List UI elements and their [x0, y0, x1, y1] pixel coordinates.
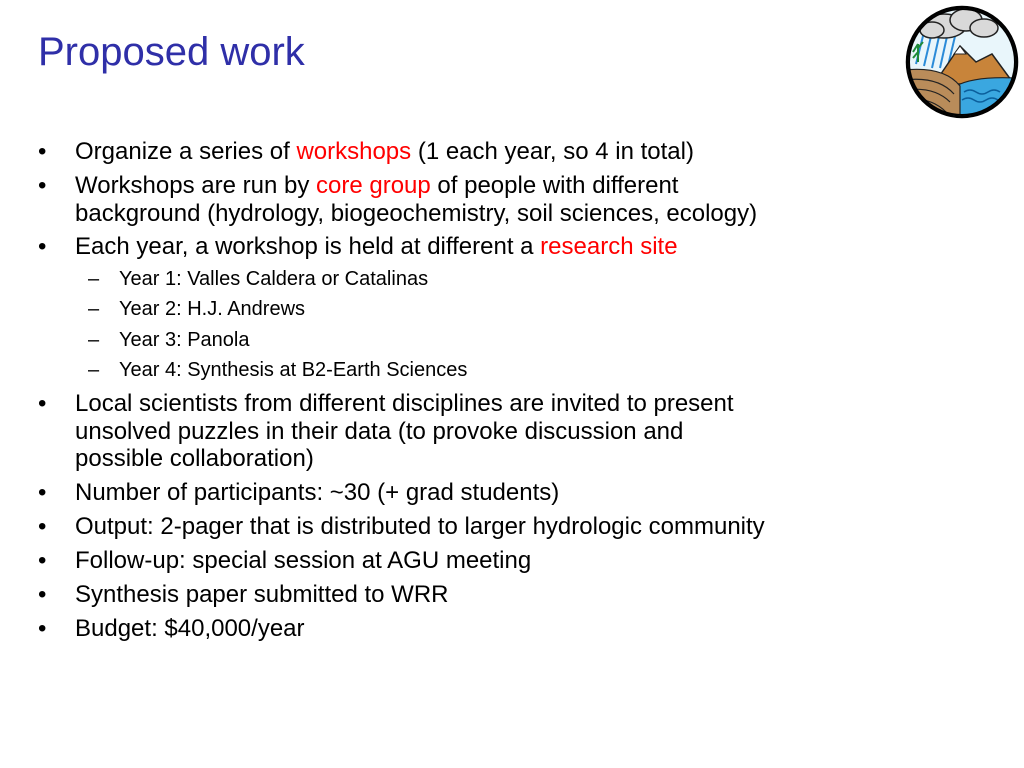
bullet-text: (1 each year, so 4 in total) — [411, 138, 694, 165]
sub-list-item — [88, 297, 988, 321]
bullet-text: Workshops are run by — [75, 172, 316, 199]
list-item — [38, 547, 998, 575]
bullet-marker: • — [38, 615, 47, 642]
list-item — [38, 138, 998, 166]
sub-item-text: Year 1: Valles Caldera or Catalinas — [119, 268, 429, 290]
sub-list-item — [88, 328, 988, 352]
list-item — [38, 479, 998, 507]
slide-title: Proposed work — [38, 30, 305, 74]
bullet-text: Synthesis paper submitted to WRR — [75, 581, 449, 608]
sub-item-text: Year 3: Panola — [119, 329, 250, 351]
bullet-text: possible collaboration) — [75, 445, 314, 472]
bullet-text: Each year, a workshop is held at different a — [75, 233, 541, 260]
list-item — [38, 581, 998, 609]
highlight-text: research site — [540, 233, 678, 260]
bullet-marker: • — [38, 233, 47, 260]
bullet-marker: • — [38, 513, 47, 540]
bullet-marker: • — [38, 390, 47, 417]
bullet-marker: • — [38, 547, 47, 574]
list-item — [38, 390, 998, 473]
bullet-marker: • — [38, 138, 47, 165]
list-item — [38, 172, 998, 227]
bullet-text: unsolved puzzles in their data (to provoke discussion and — [75, 417, 684, 445]
bullet-text: Budget: $40,000/year — [75, 615, 305, 642]
bullet-text: of people with different — [430, 172, 679, 199]
highlight-text: workshops — [296, 138, 412, 165]
dash-marker: – — [88, 298, 100, 320]
sub-list-item — [88, 267, 988, 291]
bullet-marker: • — [38, 581, 47, 608]
sub-item-text: Year 4: Synthesis at B2-Earth Sciences — [119, 359, 468, 381]
dash-marker: – — [88, 329, 100, 351]
bullet-marker: • — [38, 479, 47, 506]
highlight-text: core group — [316, 172, 431, 199]
bullet-text: Number of participants: ~30 (+ grad students) — [75, 479, 560, 506]
sub-item-text: Year 2: H.J. Andrews — [119, 298, 306, 320]
bullet-text: Local scientists from different disciplines are invited to present — [75, 390, 734, 417]
dash-marker: – — [88, 268, 100, 290]
bullet-text: Follow-up: special session at AGU meeting — [75, 547, 532, 574]
list-item — [38, 615, 998, 643]
list-item — [38, 233, 998, 261]
dash-marker: – — [88, 359, 100, 381]
bullet-text: Organize a series of — [75, 138, 297, 165]
bullet-text: background (hydrology, biogeochemistry, soil sciences, ecology) — [75, 199, 758, 227]
hydrology-cycle-logo-icon — [904, 4, 1020, 120]
list-item — [38, 513, 998, 541]
bullet-marker: • — [38, 172, 47, 199]
bullet-text: Output: 2-pager that is distributed to larger hydrologic community — [75, 513, 765, 540]
sub-list-item — [88, 358, 988, 382]
